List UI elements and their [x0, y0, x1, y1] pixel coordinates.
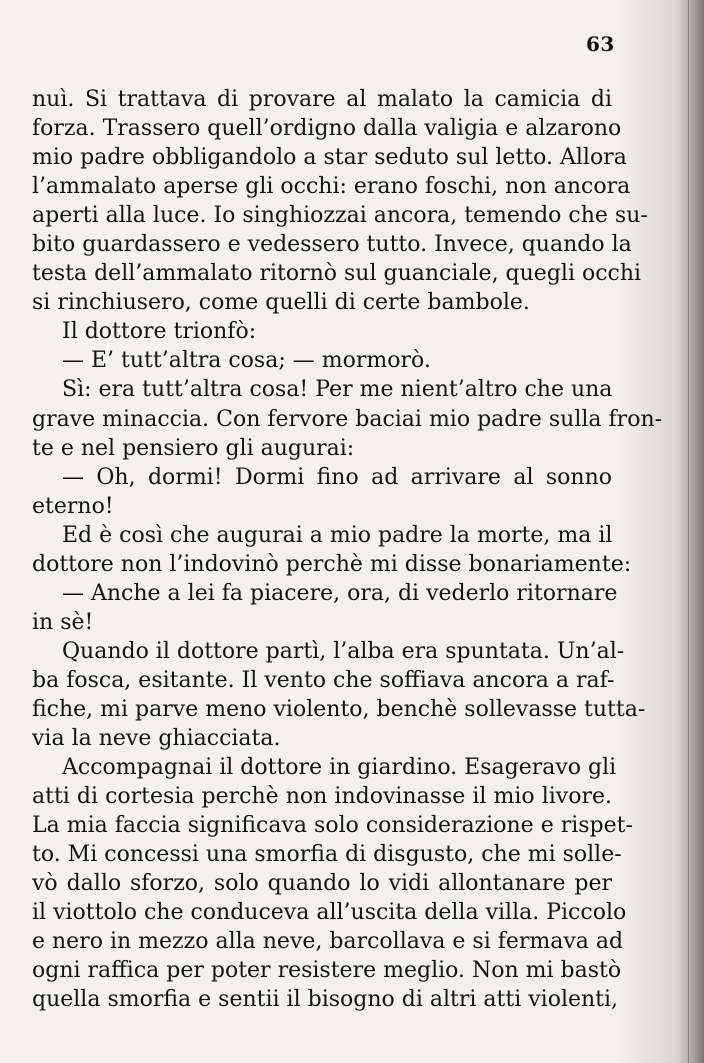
text-line: atti di cortesia perchè non indovinasse il mio livore. — [32, 784, 612, 810]
text-line: si rinchiusero, come quelli di certe bambole. — [32, 290, 530, 316]
text-line: quella smorfia e sentii il bisogno di altri atti violenti, — [32, 987, 619, 1013]
text-line: La mia faccia significava solo considerazione e rispet- — [32, 813, 633, 839]
text-line: via la neve ghiacciata. — [32, 726, 281, 752]
text-line: Ed è così che augurai a mio padre la morte, ma il — [62, 522, 613, 548]
dialogue-line: — Oh, dormi! Dormi fino ad arrivare al sonno — [62, 464, 612, 490]
text-line: nuì. Si trattava di provare al malato la camicia di — [32, 87, 612, 112]
text-line: bito guardassero e vedessero tutto. Invece, quando la — [32, 232, 632, 258]
text-line: ba fosca, esitante. Il vento che soffiava ancora a raf- — [32, 667, 615, 693]
text-line: il viottolo che conduceva all’uscita della villa. Piccolo — [32, 900, 627, 926]
text-line: l’ammalato aperse gli occhi: erano foschi, non ancora — [32, 174, 631, 200]
page-text-body — [32, 85, 663, 1015]
text-line: Accompagnai il dottore in giardino. Esageravo gli — [62, 755, 617, 781]
text-line: vò dallo sforzo, solo quando lo vidi allontanare per — [32, 871, 612, 897]
text-line: Il dottore trionfò: — [62, 319, 257, 345]
text-line: in sè! — [32, 609, 94, 635]
text-line: fiche, mi parve meno violento, benchè sollevasse tutta- — [32, 696, 646, 722]
binding-shadow — [678, 0, 704, 1063]
text-line: grave minaccia. Con fervore baciai mio padre sulla fron- — [32, 406, 663, 432]
text-line: eterno! — [32, 493, 114, 519]
page-number: 63 — [586, 32, 615, 56]
text-line: forza. Trassero quell’ordigno dalla valigia e alzarono — [32, 116, 622, 142]
text-line: to. Mi concessi una smorfia di disgusto, che mi solle- — [32, 842, 622, 868]
text-line: mio padre obbligandolo a star seduto sul letto. Allora — [32, 145, 627, 171]
text-line: Sì: era tutt’altra cosa! Per me nient’altro che una — [62, 377, 613, 403]
text-line: aperti alla luce. Io singhiozzai ancora, temendo che su- — [32, 203, 648, 229]
text-line: dottore non l’indovinò perchè mi disse bonariamente: — [32, 551, 632, 577]
text-line: te e nel pensiero gli augurai: — [32, 435, 355, 461]
dialogue-line: — E’ tutt’altra cosa; — mormorò. — [62, 348, 431, 374]
text-line: testa dell’ammalato ritornò sul guanciale, quegli occhi — [32, 261, 642, 287]
text-line: Quando il dottore partì, l’alba era spuntata. Un’al- — [62, 638, 625, 664]
text-line: ogni raffica per poter resistere meglio. Non mi bastò — [32, 958, 622, 984]
text-line: e nero in mezzo alla neve, barcollava e si fermava ad — [32, 929, 624, 955]
dialogue-line: — Anche a lei fa piacere, ora, di vederlo ritornare — [62, 580, 618, 606]
